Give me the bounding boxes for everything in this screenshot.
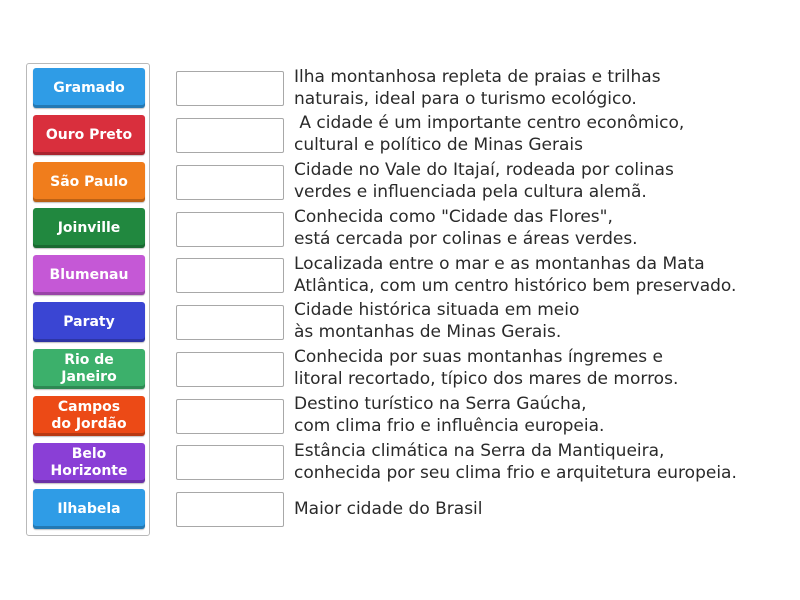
tile-label: Ilhabela xyxy=(57,500,121,517)
drop-slot-7[interactable] xyxy=(176,352,284,387)
clue-line: às montanhas de Minas Gerais. xyxy=(294,322,562,342)
drop-slot-4[interactable] xyxy=(176,212,284,247)
drop-slot-6[interactable] xyxy=(176,305,284,340)
clue-2 xyxy=(294,112,794,156)
tile-label: São Paulo xyxy=(50,173,128,190)
clue-3 xyxy=(294,159,794,203)
clue-line: Estância climática na Serra da Mantiqueira, xyxy=(294,441,665,461)
tile-label: Gramado xyxy=(53,79,125,96)
clue-line: Conhecida por suas montanhas íngremes e xyxy=(294,347,664,367)
tile-label: Ouro Preto xyxy=(45,126,133,143)
clue-line: Localizada entre o mar e as montanhas da Mata xyxy=(294,254,705,274)
tile-label-line-1: Belo xyxy=(71,446,107,462)
tile-campos-do-jordao[interactable] xyxy=(33,396,145,436)
clue-line: Ilha montanhosa repleta de praias e trilhas xyxy=(294,67,661,87)
drop-slot-2[interactable] xyxy=(176,118,284,153)
clue-7 xyxy=(294,346,794,390)
tile-sao-paulo[interactable] xyxy=(33,162,145,202)
clue-line: Maior cidade do Brasil xyxy=(294,499,483,519)
tile-belo-horizonte[interactable] xyxy=(33,443,145,483)
drop-slot-3[interactable] xyxy=(176,165,284,200)
tile-ouro-preto[interactable] xyxy=(33,115,145,155)
tile-gramado[interactable] xyxy=(33,68,145,108)
tile-label-line-1: Campos xyxy=(57,399,121,415)
clue-line: litoral recortado, típico dos mares de morros. xyxy=(294,369,679,389)
clue-line: cultural e político de Minas Gerais xyxy=(294,135,583,155)
clue-10 xyxy=(294,498,794,520)
drop-slot-9[interactable] xyxy=(176,445,284,480)
clue-line: Cidade histórica situada em meio xyxy=(294,300,580,320)
clue-line: Cidade no Vale do Itajaí, rodeada por colinas xyxy=(294,160,674,180)
clue-line: A cidade é um importante centro econômico, xyxy=(294,113,685,133)
tile-label: Blumenau xyxy=(49,266,129,283)
drop-slot-1[interactable] xyxy=(176,71,284,106)
tile-blumenau[interactable] xyxy=(33,255,145,295)
clue-line: Conhecida como "Cidade das Flores", xyxy=(294,207,613,227)
clue-1 xyxy=(294,66,794,110)
tile-label: Joinville xyxy=(57,219,121,236)
clue-line: está cercada por colinas e áreas verdes. xyxy=(294,229,638,249)
tile-label-line-2: do Jordão xyxy=(51,416,127,432)
clue-line: Destino turístico na Serra Gaúcha, xyxy=(294,394,587,414)
tile-label: Rio de Janeiro xyxy=(61,352,117,385)
tile-label-line-2: Horizonte xyxy=(50,463,128,479)
clue-5 xyxy=(294,253,794,297)
clue-line: com clima frio e influência europeia. xyxy=(294,416,605,436)
clue-4 xyxy=(294,206,794,250)
clue-line: conhecida por seu clima frio e arquitetura europeia. xyxy=(294,463,737,483)
drop-slot-8[interactable] xyxy=(176,399,284,434)
tile-paraty[interactable] xyxy=(33,302,145,342)
tile-label: Paraty xyxy=(63,313,115,330)
drop-slot-10[interactable] xyxy=(176,492,284,527)
tile-rio-de-janeiro[interactable] xyxy=(33,349,145,389)
clue-9 xyxy=(294,440,794,484)
clue-line: verdes e influenciada pela cultura alemã. xyxy=(294,182,647,202)
clue-line: Atlântica, com um centro histórico bem preservado. xyxy=(294,276,737,296)
tile-ilhabela[interactable] xyxy=(33,489,145,529)
clue-6 xyxy=(294,299,794,343)
tile-joinville[interactable] xyxy=(33,208,145,248)
clue-line: naturais, ideal para o turismo ecológico. xyxy=(294,89,637,109)
clue-8 xyxy=(294,393,794,437)
drop-slot-5[interactable] xyxy=(176,258,284,293)
